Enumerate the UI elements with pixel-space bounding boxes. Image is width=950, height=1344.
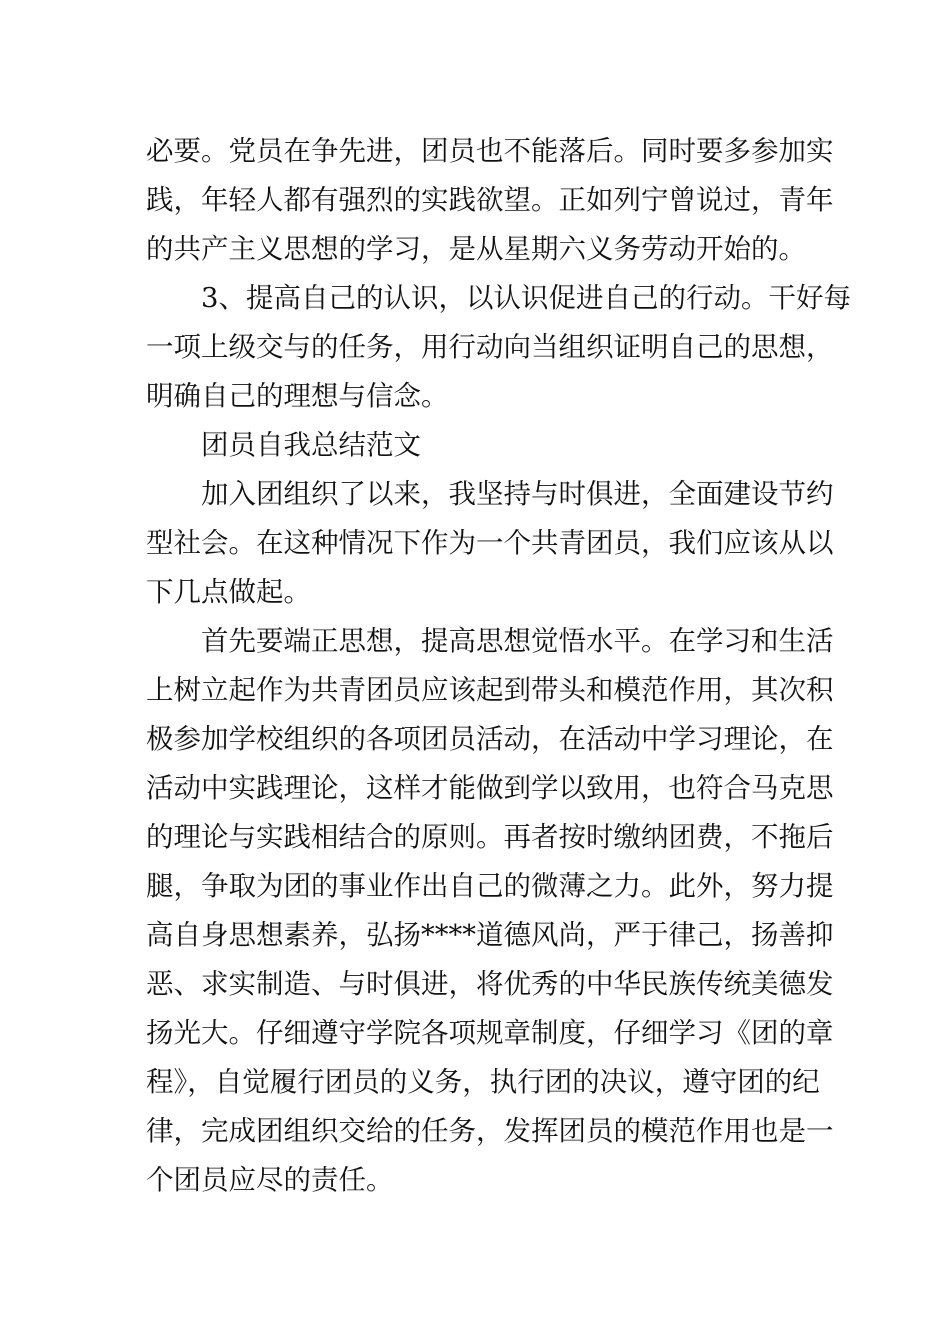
text-line: 明确自己的理想与信念。 — [146, 380, 449, 412]
text-line: 上树立起作为共青团员应该起到带头和模范作用，其次积 — [146, 674, 834, 706]
text-line: 腿，争取为团的事业作出自己的微薄之力。此外，努力提 — [146, 870, 834, 902]
text-line: 首先要端正思想，提高思想觉悟水平。在学习和生活 — [201, 625, 834, 657]
text-line: 加入团组织了以来，我坚持与时俱进，全面建设节约 — [201, 478, 834, 510]
text-line: 程》，自觉履行团员的义务，执行团的决议，遵守团的纪 — [146, 1066, 820, 1098]
text-line: 3、提高自己的认识，以认识促进自己的行动。干好每 — [201, 282, 851, 314]
text-line: 必要。党员在争先进，团员也不能落后。同时要多参加实 — [146, 135, 834, 167]
text-line: 型社会。在这种情况下作为一个共青团员，我们应该从以 — [146, 527, 834, 559]
text-line: 一项上级交与的任务，用行动向当组织证明自己的思想， — [146, 331, 834, 363]
text-line: 的理论与实践相结合的原则。再者按时缴纳团费，不拖后 — [146, 821, 834, 853]
document-body — [146, 127, 851, 1205]
text-line: 恶、求实制造、与时俱进，将优秀的中华民族传统美德发 — [146, 968, 834, 1000]
text-line: 的共产主义思想的学习，是从星期六义务劳动开始的。 — [146, 233, 806, 265]
text-line: 个团员应尽的责任。 — [146, 1164, 394, 1196]
text-line: 下几点做起。 — [146, 576, 311, 608]
text-line: 践，年轻人都有强烈的实践欲望。正如列宁曾说过，青年 — [146, 184, 834, 216]
text-line: 活动中实践理论，这样才能做到学以致用，也符合马克思 — [146, 772, 834, 804]
text-line: 高自身思想素养，弘扬****道德风尚，严于律己，扬善抑 — [146, 919, 834, 951]
text-line: 扬光大。仔细遵守学院各项规章制度，仔细学习《团的章 — [146, 1017, 834, 1049]
text-line: 极参加学校组织的各项团员活动，在活动中学习理论，在 — [146, 723, 834, 755]
text-line: 律，完成团组织交给的任务，发挥团员的模范作用也是一 — [146, 1115, 834, 1147]
section-heading: 团员自我总结范文 — [201, 429, 421, 461]
